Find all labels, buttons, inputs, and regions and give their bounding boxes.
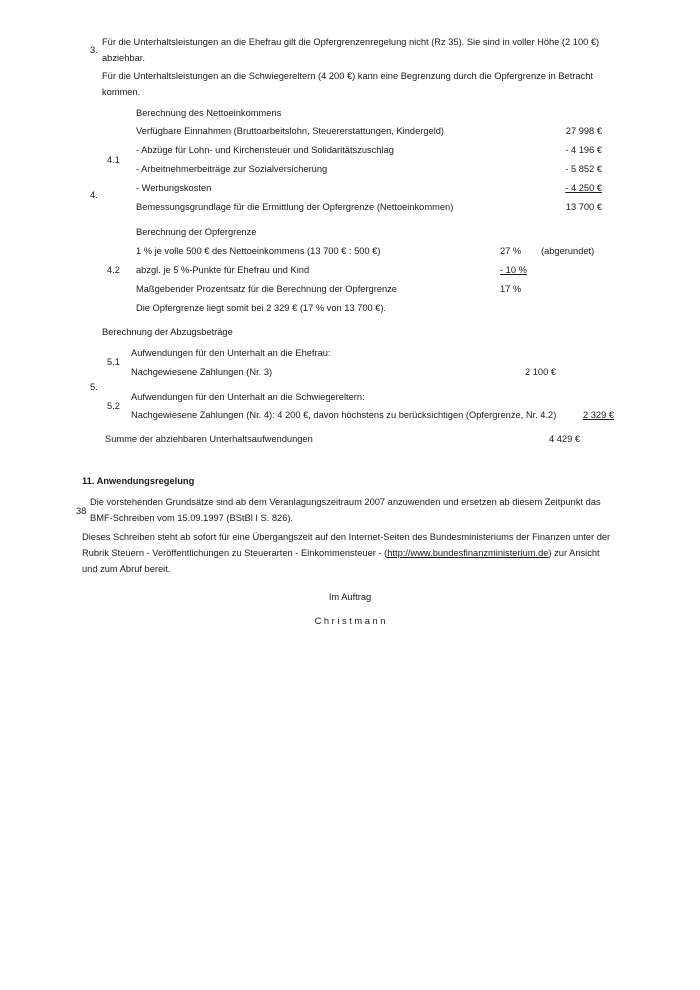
s3-paragraph-2-line-2: kommen. [102,87,141,97]
signatory-name: C h r i s t m a n n [314,616,386,626]
victim-limit-heading: Berechnung der Opfergrenze [136,227,257,237]
subsection-number-4-1: 4.1 [107,155,120,165]
victim-limit-row-label: Maßgebender Prozentsatz für die Berechnung der Opfergrenze [136,284,397,294]
s3-paragraph-2-line-1: Für die Unterhaltsleistungen an die Schwiegereltern (4 200 €) kann eine Begrenzung durch die Opfergrenze in Betracht [102,71,593,81]
subsection-number-4-2: 4.2 [107,265,120,275]
victim-limit-row-percent: 17 % [500,284,522,294]
im-auftrag: Im Auftrag [328,592,372,602]
s11-paragraph-2-line-3: und zum Abruf bereit. [82,564,171,574]
wife-support-line-2: Nachgewiesene Zahlungen (Nr. 3) [131,367,273,377]
victim-limit-row-label: 1 % je volle 500 € des Nettoeinkommens (13 700 € : 500 €) [136,246,381,256]
wife-support-line-1: Aufwendungen für den Unterhalt an die Ehefrau: [131,348,331,358]
net-income-row-value: - 4 196 € [565,145,602,155]
net-income-row-value: 27 998 € [565,126,602,136]
s11-paragraph-2-text-after-link: ) zur Ansicht [548,548,600,558]
victim-limit-row-label: abzgl. je 5 %-Punkte für Ehefrau und Kind [136,265,310,275]
wife-support-value: 2 100 € [524,367,556,377]
s11-paragraph-2-line-2 [82,547,600,559]
parents-in-law-support-line-1: Aufwendungen für den Unterhalt an die Schwiegereltern: [131,392,365,402]
net-income-row-label: - Abzüge für Lohn- und Kirchensteuer und Solidaritätszuschlag [136,145,394,155]
net-income-row-label: - Werbungskosten [136,183,212,193]
net-income-heading: Berechnung des Nettoeinkommens [136,108,282,118]
net-income-row-label: - Arbeitnehmerbeiträge zur Sozialversicherung [136,164,328,174]
subsection-number-5-1: 5.1 [107,357,120,367]
ministry-website-link[interactable]: http://www.bundesfinanzministerium.de [387,548,549,558]
deductible-sum-value: 4 429 € [548,434,580,444]
net-income-row-label: Verfügbare Einnahmen (Bruttoarbeitslohn, Steuererstattungen, Kindergeld) [136,126,445,136]
section-number-3: 3. [90,45,98,55]
parents-in-law-support-value: 2 329 € [582,410,614,420]
victim-limit-row-note: (abgerundet) [541,246,595,256]
s11-paragraph-2-text-before-link: Rubrik Steuern - Veröffentlichungen zu Steuerarten - Einkommensteuer - ( [82,548,388,558]
victim-limit-row-percent: 27 % [500,246,522,256]
deductions-heading: Berechnung der Abzugsbeträge [102,327,233,337]
net-income-row-value: 13 700 € [565,202,602,212]
section-number-5: 5. [90,382,98,392]
net-income-row-value: - 4 250 € [565,183,602,193]
subsection-number-5-2: 5.2 [107,401,120,411]
net-income-row-label: Bemessungsgrundlage für die Ermittlung der Opfergrenze (Nettoeinkommen) [136,202,454,212]
victim-limit-summary: Die Opfergrenze liegt somit bei 2 329 € (17 % von 13 700 €). [136,303,387,313]
s3-paragraph-1-line-1: Für die Unterhaltsleistungen an die Ehefrau gilt die Opfergrenzenregelung nicht (Rz 35). Sie sind in voller Höhe (2 100 €) [102,37,600,47]
s11-paragraph-1-line-2: BMF-Schreiben vom 15.09.1997 (BStBl I S. 826). [90,513,294,523]
margin-number-38: 38 [76,506,87,516]
deductible-sum-label: Summe der abziehbaren Unterhaltsaufwendungen [105,434,313,444]
section-11-heading: 11. Anwendungsregelung [82,476,195,486]
victim-limit-row-percent: - 10 % [500,265,527,275]
s11-paragraph-1-line-1: Die vorstehenden Grundsätze sind ab dem Veranlagungszeitraum 2007 anzuwenden und ersetzen ab diesem Zeitpunkt das [90,497,601,507]
s3-paragraph-1-line-2: abziehbar. [102,53,145,63]
net-income-row-value: - 5 852 € [565,164,602,174]
parents-in-law-support-line-2: Nachgewiesene Zahlungen (Nr. 4): 4 200 €, davon höchstens zu berücksichtigen (Opfergrenze, Nr. 4.2) [131,410,557,420]
section-number-4: 4. [90,190,98,200]
s11-paragraph-2-line-1: Dieses Schreiben steht ab sofort für eine Übergangszeit auf den Internet-Seiten des Bundesministeriums der Finanzen unter der [82,532,611,542]
